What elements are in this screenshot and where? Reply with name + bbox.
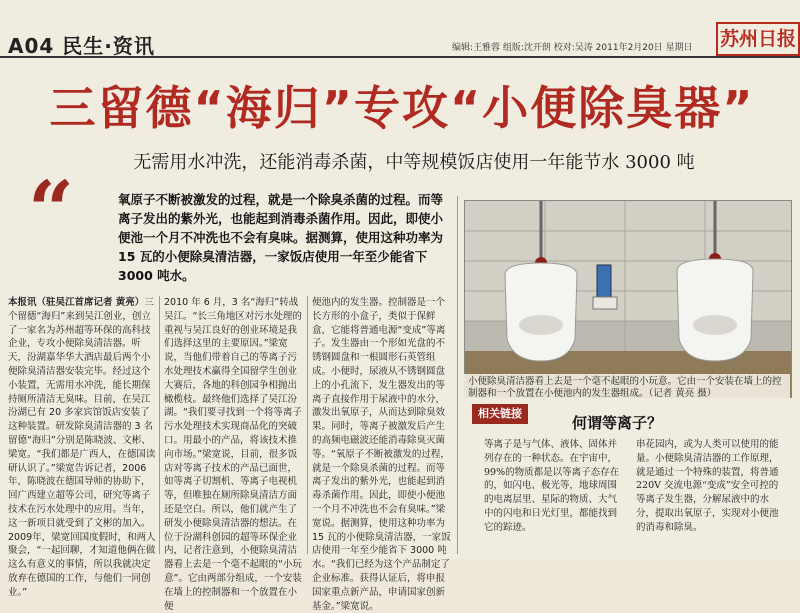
related-column-2: 串花园内，或为人类可以使用的能量。小便除臭清洁器的工作原理，就是通过一个特殊的装置，将普通 220V 交流电源“变成”安全可控的等离子发生器，分解尿液中的水分，提取出氧原子，实现对小便池的消毒和除臭。 [636, 439, 779, 533]
related-column-1: 等离子是与气体、液体、固体并列存在的一种状态。在宇宙中，99%的物质都是以等离子态存在的，如闪电、极光等，地球周围的电离层里、星际的物质、大气中的闪电和日光灯里，都能找到它的踪迹。 [484, 439, 620, 533]
byline: 本报讯（驻吴江首席记者 黄亮） [8, 297, 145, 308]
article-column-1 [8, 296, 156, 598]
section-label: A04 民生·资讯 [8, 34, 155, 58]
column-divider [159, 296, 160, 554]
related-title: 何谓等离子？ [572, 414, 663, 432]
column-divider [307, 296, 308, 554]
headline: 三留德“海归”专攻“小便除臭器” [49, 81, 755, 135]
related-label: 相关链接 [472, 404, 528, 424]
quote-mark-icon: “ [28, 163, 75, 257]
photo-caption: 小便除臭清洁器看上去是一个毫不起眼的小玩意。它由一个安装在墙上的控制器和一个放置在小便池内的发生器组成。（记者 黄亮 摄） [464, 374, 790, 398]
newspaper-logo: 苏州日报 [716, 22, 800, 56]
article-column-3 [312, 296, 452, 612]
news-photo [464, 200, 792, 398]
column-divider [457, 196, 458, 554]
article-text-2: 2010 年 6 月，3 名“海归”转战吴江。“长三角地区对污水处理的重视与吴江良好的创业环境是我们选择这里的主要原因。”梁宽说，当他们带着自己的等离子污水处理技术赢得全国留学生创业大赛后，各地的科创园争相抛出橄榄枝。最终他们选择了吴江汾湖。“我们要寻找到一个将等离子污水处理技术实现商品化的突破口。用最小的产品，将该技术推向市场。”梁宽说，目前，很多饭店对等离子技术的产品已面世，如等离子切割机、等离子电视机等，但唯独在厕所除臭清洁方面还是空白。所以，他们就产生了研发小便除臭清洁器的想法。在位于汾湖科创园的超等环保企业内，记者注意到，小便除臭清洁器看上去是一个毫不起眼的“小玩意”。它由两部分组成，一个安装在墙上的控制器和一个放置在小便 [164, 297, 302, 612]
article-column-2 [164, 296, 304, 612]
edition-meta: 编辑:王雅蓉 组版:沈开朗 校对:吴涛 2011年2月20日 星期日 [452, 43, 693, 53]
article-text-3: 便池内的发生器。控制器是一个长方形的小盒子，类似于保鲜盒，它能将普通电源“变成”等离子。发生器由一个形如光盘的不锈钢圆盘和一根圆形石英管组成。小便时，尿液从不锈钢圆盘上的小孔流下，发生器发出的等离子直接作用于尿液中的水分，激发出氧原子，从而达到除臭效果。同时，等离子被激发后产生的高频电磁波还能消毒除臭灭菌等。“氧原子不断被激发的过程，就是一个除臭杀菌的过程。而等离子发出的紫外光，也能起到消毒杀菌作用。因此，即使小便池一个月不冲洗也不会有臭味。”梁宽说。据测算，使用这种功率为 15 瓦的小便除臭清洁器，一家饭店使用一年至少能省下 3000 吨水。“我们已经为这个产品制定了企业标准。获得认证后，将申报国家重点新产品，申请国家创新基金。”梁宽说。 [312, 297, 451, 612]
article-text-1: 三个留德“海归”来到吴江创业，创立了一家名为苏州超等环保的高科技企业，专攻小便除臭清洁器。听天，汾湖嘉华华大酒店最后两个小便除臭清洁器安装完毕。经过这个小装置，无需用水冲洗，能长期保持厕所清洁无臭味。目前，在吴江汾湖已有 20 多家宾馆饭店安装了这种装置。研发除臭清洁器的 3 名留德“海归”分别是陈晓波、文彬、梁宽。“我们都是广西人，在德国读研认识了。”梁宽告诉记者，2006年，陈晓波在德国导师的协助下，回广西建立超等公司，研究等离子技术在污水处理中的应用。当年，这一新项目就受到了文彬的加入。2009年，梁宽回国度假时，和两人聚会，“一起回聊，才知道他俩在做这么有意义的事情，所以我就决定放弃在德国的工作，与他们一同创业。” [8, 297, 156, 598]
urinal-photo-illustration [465, 201, 791, 397]
page-header [0, 0, 800, 58]
subheadline: 无需用水冲洗，还能消毒杀菌，中等规模饭店使用一年能节水 3000 吨 [133, 152, 695, 173]
pull-quote: 氧原子不断被激发的过程，就是一个除臭杀菌的过程。而等离子发出的紫外光，也能起到消毒杀菌作用。因此，即使小便池一个月不冲洗也不会有臭味。据测算，使用这种功率为 15 瓦的小便除臭清洁器，一家饭店使用一年至少能省下 3000 吨水。 [118, 192, 444, 283]
